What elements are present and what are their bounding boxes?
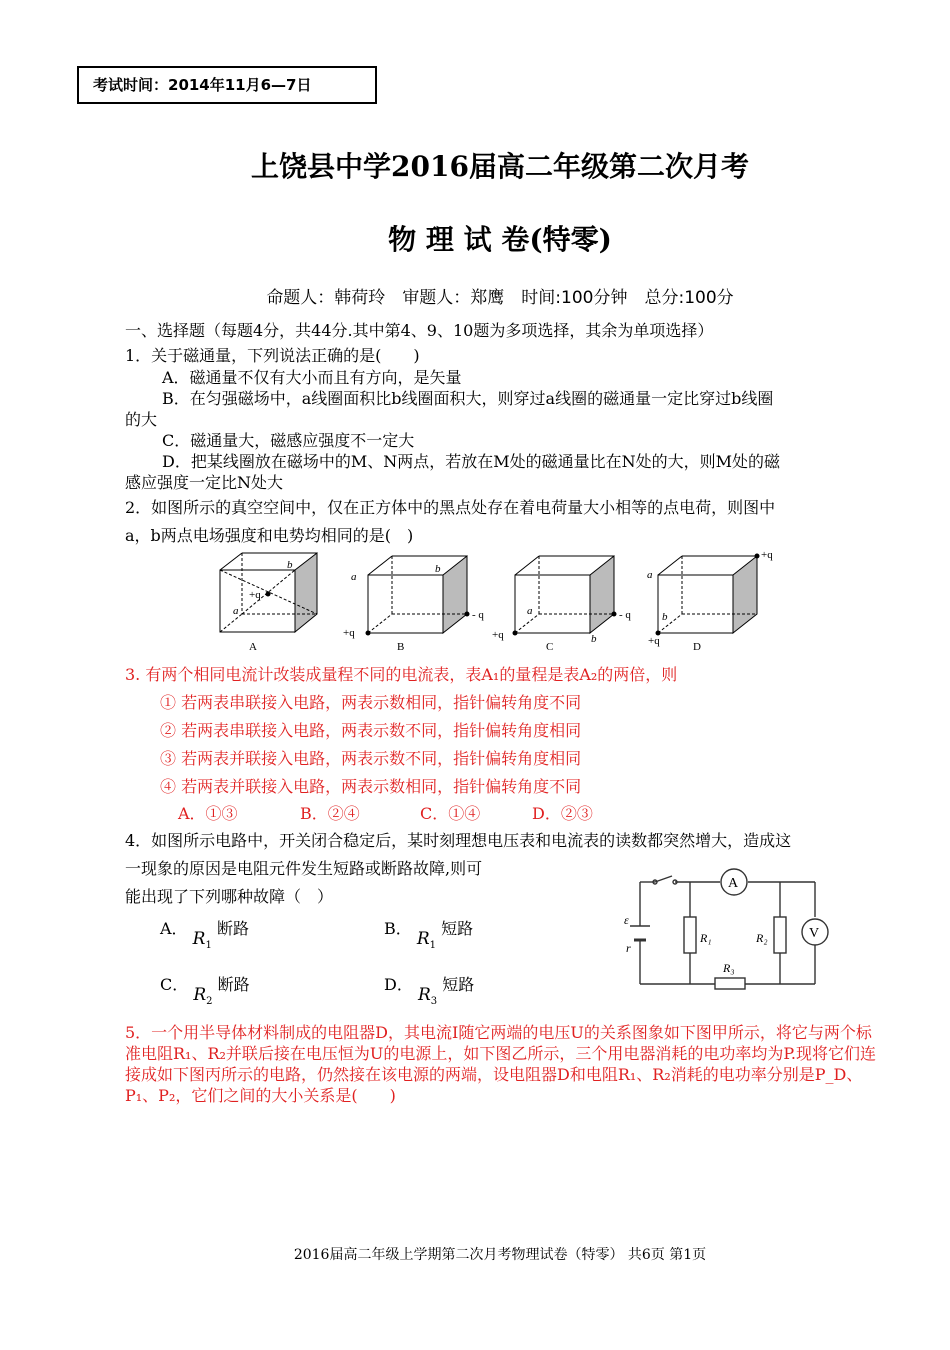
ammeter-label: A <box>728 876 739 891</box>
cube-b-caption: B <box>397 641 405 653</box>
q4-option-b: B． $R_1$ 短路 <box>384 919 474 951</box>
cube-b-label-a: a <box>351 571 357 583</box>
q2-stem-cont: a，b两点电场强度和电势均相同的是( ) <box>125 526 414 545</box>
cube-b-charge-pos: +q <box>343 627 355 639</box>
cube-d-charge-top: +q <box>761 549 773 561</box>
cube-c-charge-pos: +q <box>492 629 504 641</box>
q3-choice-b: B．②④ <box>300 804 360 823</box>
cube-d-charge-pos: +q <box>648 635 660 647</box>
q3-statement-4: ④ 若两表并联接入电路，两表示数相同，指针偏转角度不同 <box>160 777 582 796</box>
q4-option-d: D． $R_3$ 短路 <box>384 975 475 1007</box>
cube-a-label-b: b <box>287 559 293 571</box>
exam-time-box: 考试时间：2014年11月6—7日 <box>77 66 377 104</box>
cube-b-label-b: b <box>435 563 441 575</box>
cube-a-caption: A <box>249 641 257 653</box>
page-title: 上饶县中学2016届高二年级第二次月考 <box>251 150 749 183</box>
cube-figures <box>215 548 790 658</box>
cube-c-caption: C <box>546 641 554 653</box>
q3-statement-2: ② 若两表串联接入电路，两表示数不同，指针偏转角度相同 <box>160 721 582 740</box>
cube-d <box>647 549 773 653</box>
q4-stem: 4．如图所示电路中，开关闭合稳定后，某时刻理想电压表和电流表的读数都突然增大，造成这 <box>125 831 792 850</box>
paper-subtitle: 物 理 试 卷(特零) <box>388 223 612 256</box>
q1-option-d: D．把某线圈放在磁场中的M、N两点，若放在M处的磁通量比在N处的大，则M处的磁 <box>162 452 780 471</box>
q1-option-d-cont: 感应强度一定比N处大 <box>125 473 284 492</box>
q3-stem: 3. 有两个相同电流计改装成量程不同的电流表，表A₁的量程是表A₂的两倍，则 <box>125 665 678 684</box>
r2-label: R₂ <box>756 931 768 945</box>
cube-d-caption: D <box>693 641 701 653</box>
emf-label: ε <box>624 913 629 927</box>
q1-option-a: A．磁通量不仅有大小而且有方向，是矢量 <box>162 368 462 387</box>
voltmeter-label: V <box>809 926 820 941</box>
q5-text: 5．一个用半导体材料制成的电阻器D，其电流I随它两端的电压U的关系图象如下图甲所示，将它与两个标准电阻R₁、R₂并联后接在电压恒为U的电源上，如下图乙所示，三个用电器消耗的电功率均为P.现将它们连接成如下图丙所示的电路，仍然接在该电源的两端，设电阻器D和电阻R₁、R₂消耗的电功率分别是P_D、P₁、P₂，它们之间的大小关系是( ) <box>125 1023 877 1105</box>
q1-option-b-cont: 的大 <box>125 410 158 429</box>
exam-meta: 命题人：韩荷玲 审题人：郑鹰 时间:100分钟 总分:100分 <box>266 288 734 308</box>
cube-a-label-a: a <box>233 605 239 617</box>
cube-d-label-a: a <box>647 569 653 581</box>
internal-r-label: r <box>626 941 631 955</box>
q3-choice-c: C．①④ <box>420 804 481 823</box>
q3-statement-1: ① 若两表串联接入电路，两表示数相同，指针偏转角度不同 <box>160 693 582 712</box>
q4-option-c: C． $R_2$ 断路 <box>160 975 250 1007</box>
cube-d-label-b: b <box>662 611 668 623</box>
section-heading: 一、选择题（每题4分，共44分.其中第4、9、10题为多项选择，其余为单项选择） <box>125 321 714 340</box>
cube-c <box>492 556 631 653</box>
q4-stem-cont2: 能出现了下列哪种故障（ ） <box>125 887 334 906</box>
q1-stem: 1．关于磁通量，下列说法正确的是( ) <box>125 346 420 365</box>
r3-label: R₃ <box>723 961 735 975</box>
q3-choice-a: A．①③ <box>178 804 238 823</box>
cube-b-charge-neg: - q <box>472 609 484 621</box>
cube-a <box>220 553 317 653</box>
q4-option-a: A． $R_1$ 断路 <box>160 919 249 951</box>
cube-a-charge-label: +q <box>249 589 261 601</box>
cube-c-label-a: a <box>527 605 533 617</box>
q1-option-b: B．在匀强磁场中，a线圈面积比b线圈面积大，则穿过a线圈的磁通量一定比穿过b线圈 <box>162 389 774 408</box>
cube-c-label-b: b <box>591 633 597 645</box>
cube-c-charge-neg: - q <box>619 609 631 621</box>
page-footer: 2016届高二年级上学期第二次月考物理试卷（特零） 共6页 第1页 <box>293 1247 707 1263</box>
q2-stem: 2．如图所示的真空空间中，仅在正方体中的黑点处存在着电荷量大小相等的点电荷，则图中 <box>125 498 776 517</box>
cube-b <box>343 556 484 653</box>
q3-statement-3: ③ 若两表并联接入电路，两表示数不同，指针偏转角度相同 <box>160 749 582 768</box>
q4-stem-cont: 一现象的原因是电阻元件发生短路或断路故障,则可 <box>125 859 483 878</box>
circuit-diagram <box>620 862 840 990</box>
r1-label: R₁ <box>700 931 712 945</box>
q1-option-c: C．磁通量大，磁感应强度不一定大 <box>162 431 415 450</box>
q3-choice-d: D．②③ <box>532 804 593 823</box>
